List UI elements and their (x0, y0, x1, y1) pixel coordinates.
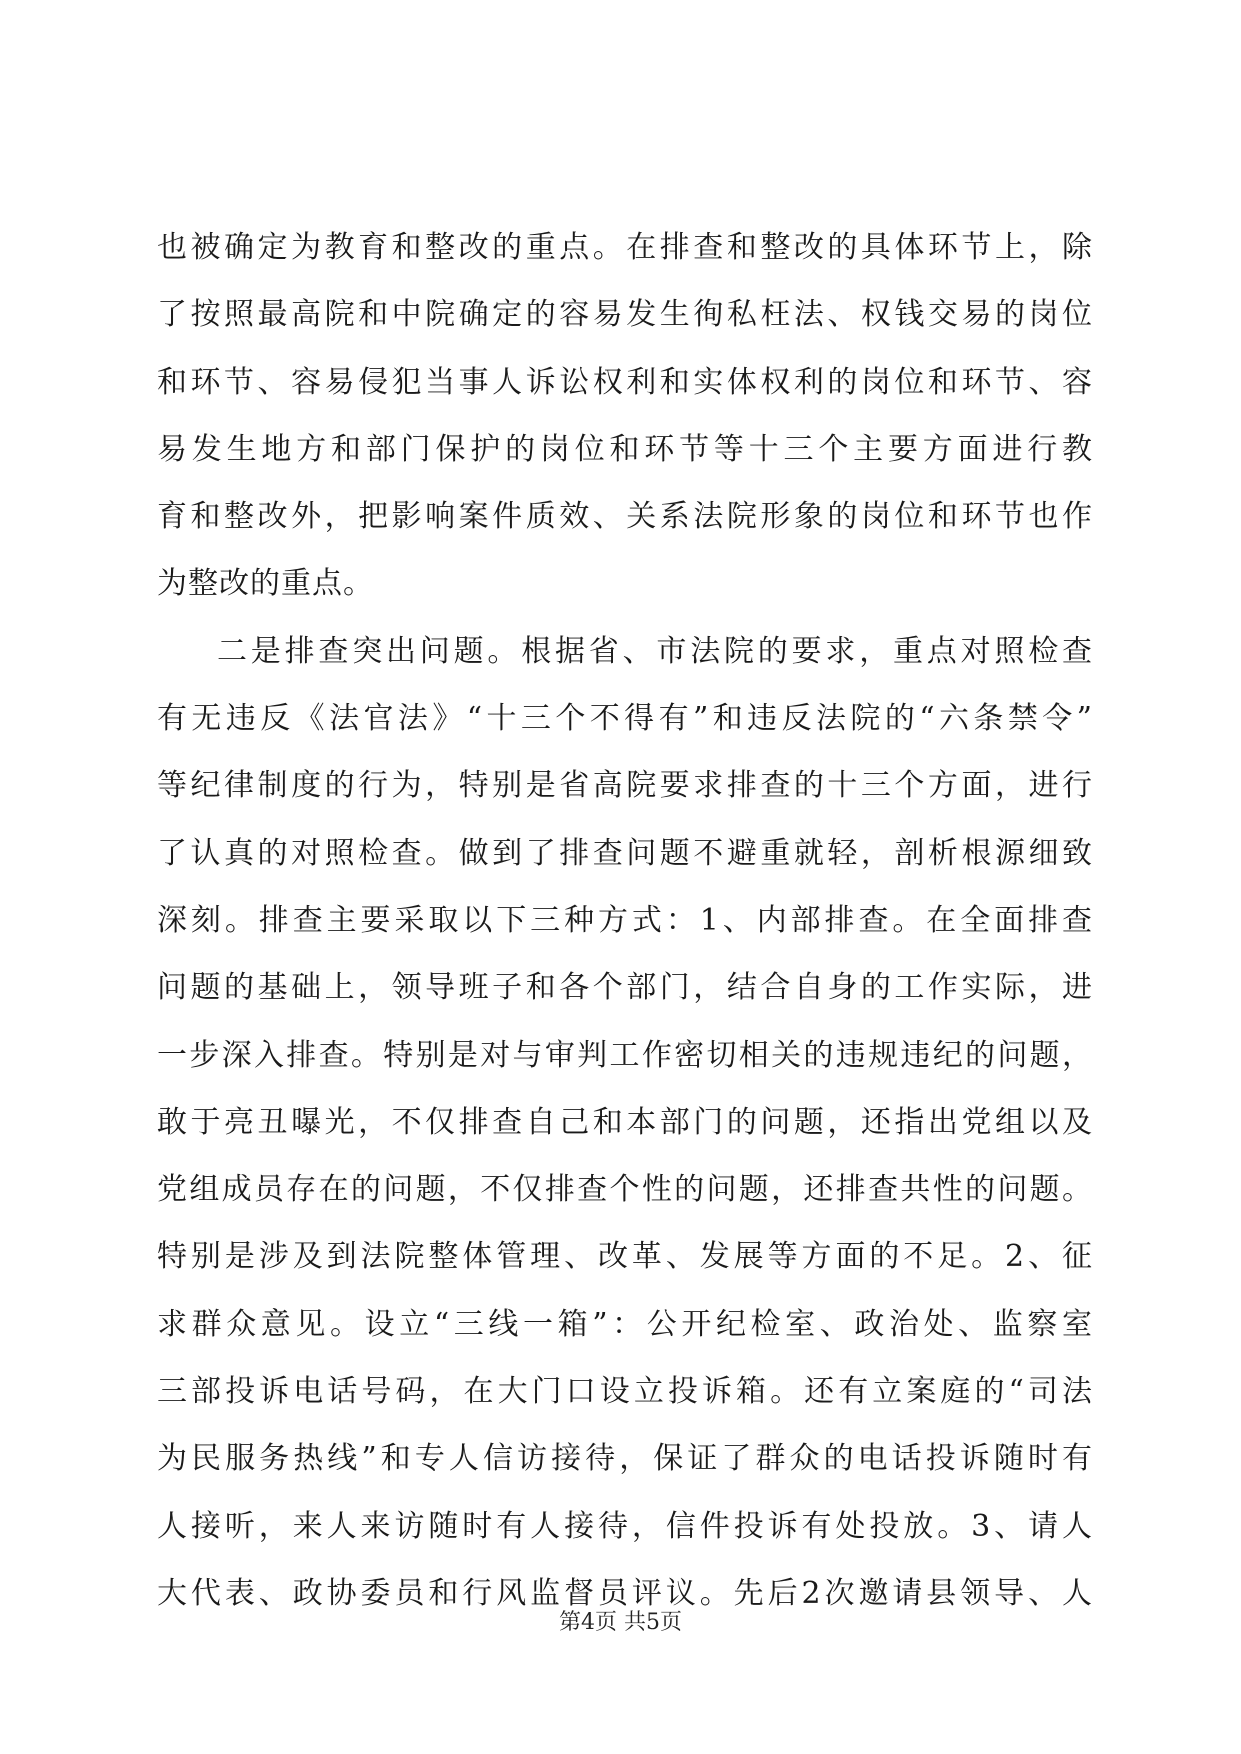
text-line: 人接听，来人来访随时有人接待，信件投诉有处投放。3、请人 (157, 1508, 1093, 1544)
text-line: 了认真的对照检查。做到了排查问题不避重就轻，剖析根源细致 (157, 835, 1093, 871)
text-line: 求群众意见。设立“三线一箱”：公开纪检室、政治处、监察室 (157, 1306, 1093, 1342)
text-line: 二是排查突出问题。根据省、市法院的要求，重点对照检查 (217, 633, 1093, 669)
text-line: 大代表、政协委员和行风监督员评议。先后2次邀请县领导、人 (157, 1575, 1093, 1611)
text-line: 一步深入排查。特别是对与审判工作密切相关的违规违纪的问题， (157, 1037, 1093, 1073)
page-number: 第4页 共5页 (559, 1610, 682, 1635)
text-line: 也被确定为教育和整改的重点。在排查和整改的具体环节上，除 (157, 230, 1093, 265)
text-line: 等纪律制度的行为，特别是省高院要求排查的十三个方面，进行 (157, 768, 1093, 804)
text-line: 有无违反《法官法》“十三个不得有”和违反法院的“六条禁令” (157, 701, 1093, 737)
text-line: 深刻。排查主要采取以下三种方式：1、内部排查。在全面排查 (157, 902, 1093, 938)
text-line: 特别是涉及到法院整体管理、改革、发展等方面的不足。2、征 (157, 1239, 1093, 1275)
text-line: 育和整改外，把影响案件质效、关系法院形象的岗位和环节也作 (157, 499, 1093, 535)
text-line: 为整改的重点。 (157, 566, 374, 602)
text-line: 了按照最高院和中院确定的容易发生徇私枉法、权钱交易的岗位 (157, 297, 1093, 333)
text-line: 为民服务热线”和专人信访接待，保证了群众的电话投诉随时有 (157, 1441, 1093, 1477)
document-body (157, 214, 1093, 1627)
text-line: 和环节、容易侵犯当事人诉讼权利和实体权利的岗位和环节、容 (157, 364, 1093, 400)
text-line: 敢于亮丑曝光，不仅排查自己和本部门的问题，还指出党组以及 (157, 1104, 1093, 1140)
text-line: 易发生地方和部门保护的岗位和环节等十三个主要方面进行教 (157, 431, 1093, 467)
text-line: 党组成员存在的问题，不仅排查个性的问题，还排查共性的问题。 (157, 1172, 1093, 1208)
text-line: 三部投诉电话号码，在大门口设立投诉箱。还有立案庭的“司法 (157, 1374, 1093, 1410)
page-footer (0, 1608, 1241, 1638)
text-line: 问题的基础上，领导班子和各个部门，结合自身的工作实际，进 (157, 970, 1093, 1006)
